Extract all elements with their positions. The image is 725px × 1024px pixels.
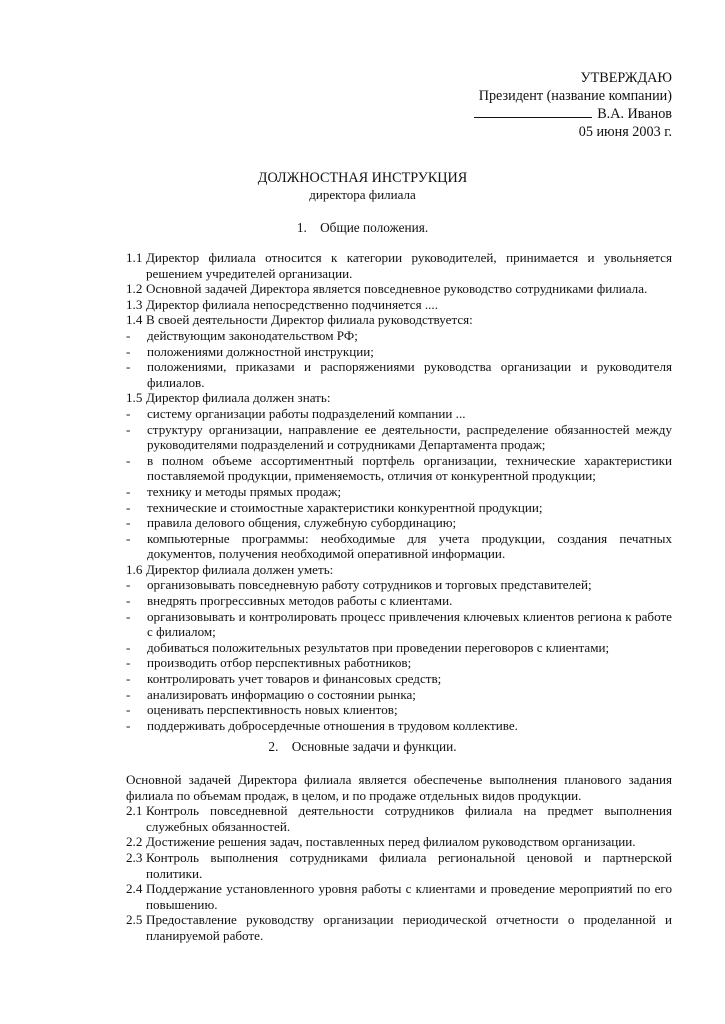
item-text: организовывать и контролировать процесс привлечения ключевых клиентов региона к работе с филиалом; [147, 608, 672, 640]
item-label: - [126, 671, 131, 687]
item-label: - [126, 608, 131, 624]
numbered-item [126, 250, 672, 281]
item-text: организовывать повседневную работу сотрудников и торговых представителей; [147, 577, 592, 593]
bullet-item [126, 640, 672, 656]
numbered-item [126, 803, 672, 834]
bullet-item [126, 702, 672, 718]
numbered-item [126, 834, 672, 850]
approval-date: 05 июня 2003 г. [578, 123, 672, 140]
item-text: производить отбор перспективных работников; [147, 655, 412, 671]
item-text: Директор филиала должен уметь: [146, 561, 334, 577]
item-label: - [126, 577, 131, 593]
item-label: 2.3 [126, 849, 143, 865]
bullet-item [126, 344, 672, 360]
item-text: Контроль повседневной деятельности сотрудников филиала на предмет выполнения служебных обязанностей. [146, 803, 672, 834]
item-text: анализировать информацию о состоянии рынка; [147, 686, 416, 702]
bullet-item [126, 593, 672, 609]
item-label: 2.1 [126, 803, 143, 819]
bullet-item [126, 609, 672, 640]
bullet-item [126, 422, 672, 453]
item-text: оценивать перспективность новых клиентов; [147, 702, 398, 718]
section-2-body [126, 772, 672, 944]
item-text: правила делового общения, служебную субординацию; [147, 515, 457, 531]
item-label: 1.1 [126, 250, 143, 265]
item-label: 1.6 [126, 561, 143, 577]
bullet-item [126, 500, 672, 516]
bullet-item [126, 359, 672, 390]
item-label: 1.2 [126, 281, 143, 297]
section-2-heading: 2. Основные задачи и функции. [268, 739, 457, 754]
item-label: - [126, 686, 131, 702]
bullet-item [126, 655, 672, 671]
item-text: в полном объеме ассортиментный портфель организации, технические характеристики поставляемой продукции, применяемость, отличия от конкурентной продукции; [147, 452, 672, 484]
approval-heading: УТВЕРЖДАЮ [580, 70, 672, 86]
bullet-item [126, 484, 672, 500]
item-text: Предоставление руководству организации периодической отчетности о проделанной и планируемой работе. [146, 912, 672, 943]
item-text: Директор филиала непосредственно подчиняется .... [146, 296, 438, 312]
approval-signature-row [474, 105, 672, 124]
bullet-item [126, 515, 672, 531]
approval-signer: В.А. Иванов [597, 106, 672, 122]
item-label: 1.3 [126, 296, 143, 312]
signature-line [474, 105, 592, 118]
item-text: добиваться положительных результатов при проведении переговоров с клиентами; [147, 639, 610, 655]
item-text: Основной задачей Директора является повседневное руководство сотрудниками филиала. [146, 281, 648, 297]
item-label: - [126, 639, 131, 655]
item-text: внедрять прогрессивных методов работы с клиентами. [147, 593, 453, 609]
item-text: контролировать учет товаров и финансовых средств; [147, 671, 442, 687]
item-label: 2.4 [126, 881, 143, 897]
numbered-item [126, 281, 672, 297]
section-1-heading: 1. Общие положения. [296, 220, 429, 235]
section-2-intro: Основной задачей Директора филиала является обеспеченье выполнения планового задания филиала по объемам продаж, в целом, и по продаже отдельных видов продукции. [126, 772, 672, 803]
numbered-item [126, 881, 672, 912]
item-label: 2.5 [126, 912, 143, 928]
item-label: 1.5 [126, 390, 143, 406]
bullet-item [126, 718, 672, 734]
bullet-item [126, 531, 672, 562]
item-label: - [126, 593, 131, 609]
bullet-item [126, 328, 672, 344]
numbered-item [126, 297, 672, 313]
item-label: - [126, 405, 131, 421]
item-label: - [126, 343, 131, 359]
item-label: - [126, 717, 131, 733]
item-text: поддерживать добросердечные отношения в трудовом коллективе. [147, 717, 518, 733]
item-text: Поддержание установленного уровня работы с клиентами и проведение мероприятий по его повышению. [146, 881, 672, 912]
numbered-item [126, 390, 672, 406]
item-text: Директор филиала должен знать: [146, 390, 331, 406]
item-text: структуру организации, направление ее деятельности, распределение обязанностей между руководителями подразделений и сотрудниками Департамента продаж; [147, 421, 672, 453]
item-label: - [126, 359, 131, 375]
document-title: ДОЛЖНОСТНАЯ ИНСТРУКЦИЯ [257, 170, 468, 186]
item-label: - [126, 702, 131, 718]
item-label: - [126, 483, 131, 499]
item-label: - [126, 515, 131, 531]
document-subtitle: директора филиала [309, 187, 416, 202]
section-1-list [126, 250, 672, 733]
item-label: 2.2 [126, 834, 143, 850]
approval-block [474, 70, 672, 141]
item-text: Директор филиала относится к категории руководителей, принимается и увольняется решением учредителей организации. [146, 250, 672, 281]
item-label: 1.4 [126, 312, 143, 328]
item-text: Достижение решения задач, поставленных перед филиалом руководством организации. [146, 834, 636, 850]
item-text: компьютерные программы: необходимые для учета продукции, создания печатных документов, получения необходимой оперативной информации. [147, 530, 672, 562]
numbered-item [126, 562, 672, 578]
item-text: положениями, приказами и распоряжениями руководства организации и руководителя филиалов. [147, 359, 672, 390]
item-text: технические и стоимостные характеристики конкурентной продукции; [147, 499, 543, 515]
item-label: - [126, 530, 131, 546]
item-text: действующим законодательством РФ; [147, 327, 358, 343]
numbered-item [126, 912, 672, 943]
item-text: Контроль выполнения сотрудниками филиала региональной ценовой и партнерской политики. [146, 849, 672, 881]
bullet-item [126, 406, 672, 422]
item-text: технику и методы прямых продаж; [147, 483, 342, 499]
bullet-item [126, 671, 672, 687]
numbered-item [126, 312, 672, 328]
item-text: В своей деятельности Директор филиала руководствуется: [146, 312, 473, 328]
item-label: - [126, 452, 131, 468]
section-2-list [126, 803, 672, 943]
approval-position: Президент (название компании) [478, 87, 672, 104]
bullet-item [126, 577, 672, 593]
item-label: - [126, 499, 131, 515]
item-label: - [126, 655, 131, 671]
numbered-item [126, 850, 672, 881]
item-label: - [126, 421, 131, 437]
bullet-item [126, 453, 672, 484]
item-text: положениями должностной инструкции; [147, 343, 374, 359]
item-label: - [126, 327, 131, 343]
bullet-item [126, 687, 672, 703]
item-text: систему организации работы подразделений компании ... [147, 405, 466, 421]
